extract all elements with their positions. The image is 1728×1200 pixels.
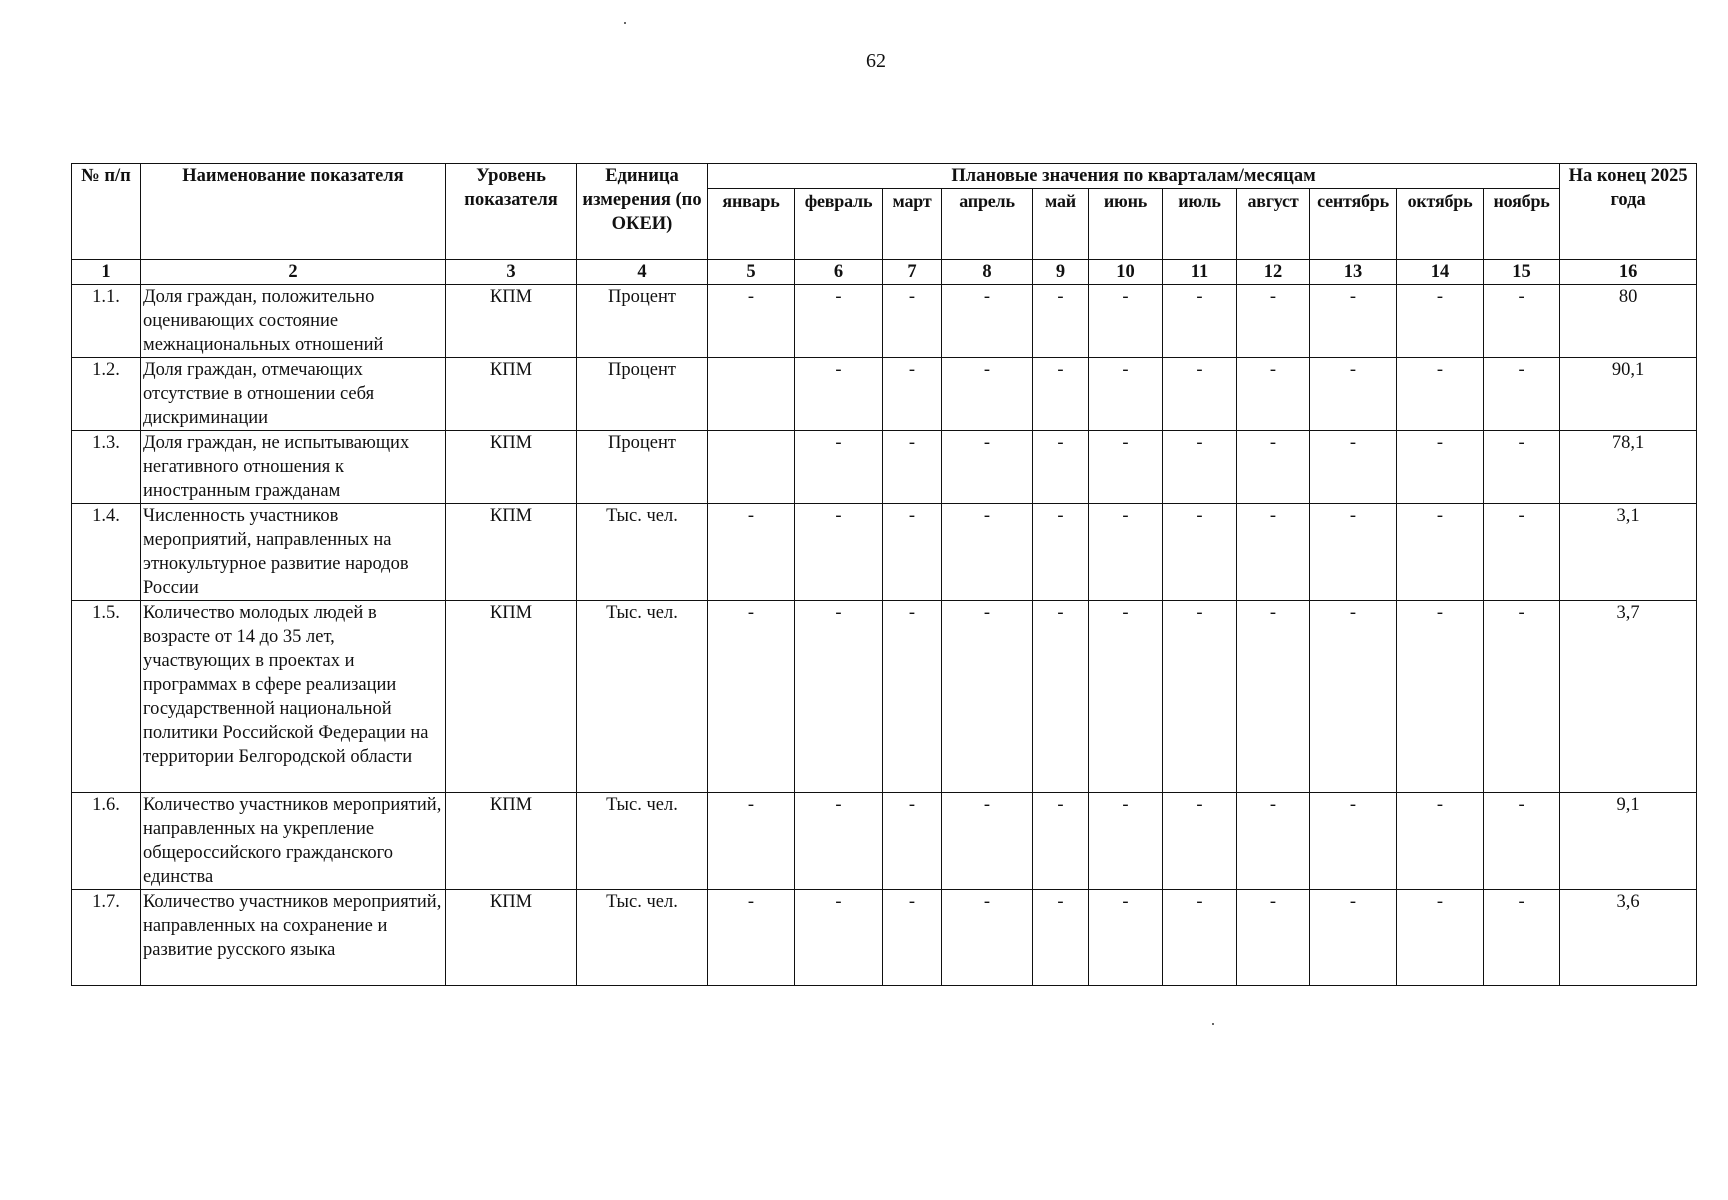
month-value: -: [1310, 504, 1397, 601]
unit-of-measure: Процент: [577, 285, 708, 358]
row-number: 1.5.: [72, 601, 141, 793]
month-value: -: [883, 504, 942, 601]
header-month-august: август: [1237, 189, 1310, 260]
month-value: -: [1033, 504, 1089, 601]
table-row: [72, 431, 1697, 504]
header-month-september: сентябрь: [1310, 189, 1397, 260]
month-value: -: [1163, 358, 1237, 431]
indicator-level: КПМ: [446, 431, 577, 504]
month-value: -: [1237, 793, 1310, 890]
month-value: -: [1397, 358, 1484, 431]
month-value: -: [1033, 601, 1089, 793]
column-number: 9: [1033, 260, 1089, 285]
month-value: -: [942, 358, 1033, 431]
month-value: -: [1089, 285, 1163, 358]
month-value: -: [1089, 358, 1163, 431]
month-value: -: [883, 890, 942, 986]
table-row: [72, 793, 1697, 890]
month-value: [708, 431, 795, 504]
end-of-year-value: 3,6: [1560, 890, 1697, 986]
unit-of-measure: Тыс. чел.: [577, 601, 708, 793]
row-number: 1.6.: [72, 793, 141, 890]
month-value: -: [1089, 431, 1163, 504]
indicator-name: Доля граждан, отмечающих отсутствие в отношении себя дискриминации: [141, 358, 446, 431]
month-value: -: [1237, 285, 1310, 358]
month-value: -: [1397, 890, 1484, 986]
column-number: 15: [1484, 260, 1560, 285]
month-value: -: [1310, 358, 1397, 431]
month-value: -: [1237, 890, 1310, 986]
month-value: -: [795, 793, 883, 890]
month-value: -: [942, 504, 1033, 601]
month-value: -: [795, 285, 883, 358]
end-of-year-value: 80: [1560, 285, 1697, 358]
header-unit: Единица измерения (по ОКЕИ): [577, 164, 708, 260]
month-value: -: [1484, 793, 1560, 890]
indicator-name: Количество молодых людей в возрасте от 14 до 35 лет, участвующих в проектах и программах в сфере реализации государственной национальной политики Российской Федерации на территории Белгородской области: [141, 601, 446, 793]
month-value: -: [1089, 601, 1163, 793]
column-number: 16: [1560, 260, 1697, 285]
month-value: -: [1089, 504, 1163, 601]
header-month-april: апрель: [942, 189, 1033, 260]
table-body: [72, 285, 1697, 986]
scan-speck: [1212, 1023, 1214, 1025]
month-value: -: [942, 601, 1033, 793]
month-value: -: [1033, 890, 1089, 986]
month-value: -: [795, 601, 883, 793]
header-level: Уровень показателя: [446, 164, 577, 260]
end-of-year-value: 78,1: [1560, 431, 1697, 504]
month-value: -: [883, 431, 942, 504]
column-number: 5: [708, 260, 795, 285]
indicator-level: КПМ: [446, 358, 577, 431]
month-value: -: [883, 601, 942, 793]
indicator-name: Количество участников мероприятий, направленных на сохранение и развитие русского языка: [141, 890, 446, 986]
header-row-1: [72, 164, 1697, 189]
end-of-year-value: 90,1: [1560, 358, 1697, 431]
month-value: -: [1484, 601, 1560, 793]
month-value: -: [1310, 793, 1397, 890]
end-of-year-value: 9,1: [1560, 793, 1697, 890]
header-month-may: май: [1033, 189, 1089, 260]
table-row: [72, 285, 1697, 358]
month-value: -: [883, 285, 942, 358]
month-value: -: [1484, 890, 1560, 986]
month-value: -: [1163, 431, 1237, 504]
column-number: 6: [795, 260, 883, 285]
month-value: -: [1033, 793, 1089, 890]
indicator-name: Количество участников мероприятий, направленных на укрепление общероссийского гражданского единства: [141, 793, 446, 890]
month-value: -: [1033, 358, 1089, 431]
header-month-july: июль: [1163, 189, 1237, 260]
month-value: -: [1089, 890, 1163, 986]
month-value: -: [1310, 285, 1397, 358]
month-value: -: [1397, 431, 1484, 504]
page-number: 62: [866, 50, 886, 72]
indicator-level: КПМ: [446, 890, 577, 986]
month-value: -: [1310, 601, 1397, 793]
month-value: -: [942, 431, 1033, 504]
unit-of-measure: Тыс. чел.: [577, 890, 708, 986]
indicator-level: КПМ: [446, 285, 577, 358]
month-value: -: [1237, 504, 1310, 601]
end-of-year-value: 3,7: [1560, 601, 1697, 793]
month-value: -: [883, 358, 942, 431]
column-number: 12: [1237, 260, 1310, 285]
month-value: -: [795, 358, 883, 431]
row-number: 1.2.: [72, 358, 141, 431]
month-value: -: [1163, 890, 1237, 986]
month-value: -: [1484, 504, 1560, 601]
header-end-of-year: На конец 2025 года: [1560, 164, 1697, 260]
month-value: -: [1310, 431, 1397, 504]
unit-of-measure: Процент: [577, 431, 708, 504]
scan-speck: [624, 22, 626, 24]
column-number: 1: [72, 260, 141, 285]
month-value: -: [795, 504, 883, 601]
indicator-level: КПМ: [446, 793, 577, 890]
column-number: 7: [883, 260, 942, 285]
unit-of-measure: Тыс. чел.: [577, 504, 708, 601]
month-value: [708, 358, 795, 431]
month-value: -: [883, 793, 942, 890]
header-month-june: июнь: [1089, 189, 1163, 260]
month-value: -: [708, 601, 795, 793]
month-value: -: [942, 285, 1033, 358]
column-number: 13: [1310, 260, 1397, 285]
month-value: -: [1484, 358, 1560, 431]
row-number: 1.4.: [72, 504, 141, 601]
month-value: -: [1237, 358, 1310, 431]
column-number: 8: [942, 260, 1033, 285]
column-number: 4: [577, 260, 708, 285]
month-value: -: [708, 793, 795, 890]
month-value: -: [795, 890, 883, 986]
end-of-year-value: 3,1: [1560, 504, 1697, 601]
indicator-level: КПМ: [446, 504, 577, 601]
indicator-level: КПМ: [446, 601, 577, 793]
month-value: -: [795, 431, 883, 504]
month-value: -: [1397, 601, 1484, 793]
month-value: -: [1033, 431, 1089, 504]
month-value: -: [942, 793, 1033, 890]
table-row: [72, 358, 1697, 431]
header-month-january: январь: [708, 189, 795, 260]
header-month-november: ноябрь: [1484, 189, 1560, 260]
month-value: -: [708, 504, 795, 601]
header-planned: Плановые значения по кварталам/месяцам: [708, 164, 1560, 189]
month-value: -: [1397, 504, 1484, 601]
month-value: -: [1237, 431, 1310, 504]
header-month-october: октябрь: [1397, 189, 1484, 260]
table-row: [72, 601, 1697, 793]
month-value: -: [1484, 431, 1560, 504]
month-value: -: [942, 890, 1033, 986]
header-num: № п/п: [72, 164, 141, 260]
unit-of-measure: Тыс. чел.: [577, 793, 708, 890]
month-value: -: [1484, 285, 1560, 358]
month-value: -: [1163, 601, 1237, 793]
column-number: 11: [1163, 260, 1237, 285]
unit-of-measure: Процент: [577, 358, 708, 431]
column-number: 3: [446, 260, 577, 285]
month-value: -: [708, 285, 795, 358]
header-month-february: февраль: [795, 189, 883, 260]
month-value: -: [1310, 890, 1397, 986]
header-month-march: март: [883, 189, 942, 260]
column-number: 2: [141, 260, 446, 285]
row-number: 1.3.: [72, 431, 141, 504]
month-value: -: [1397, 793, 1484, 890]
indicator-name: Численность участников мероприятий, направленных на этнокультурное развитие народов России: [141, 504, 446, 601]
header-name: Наименование показателя: [141, 164, 446, 260]
month-value: -: [1089, 793, 1163, 890]
column-number: 14: [1397, 260, 1484, 285]
table-row: [72, 504, 1697, 601]
table-row: [72, 890, 1697, 986]
indicator-name: Доля граждан, положительно оценивающих состояние межнациональных отношений: [141, 285, 446, 358]
month-value: -: [1163, 285, 1237, 358]
indicator-name: Доля граждан, не испытывающих негативного отношения к иностранным гражданам: [141, 431, 446, 504]
indicators-table: [71, 163, 1697, 986]
month-value: -: [1397, 285, 1484, 358]
month-value: -: [1237, 601, 1310, 793]
month-value: -: [708, 890, 795, 986]
row-number: 1.1.: [72, 285, 141, 358]
row-number: 1.7.: [72, 890, 141, 986]
column-number: 10: [1089, 260, 1163, 285]
month-value: -: [1033, 285, 1089, 358]
column-number-row: [72, 260, 1697, 285]
month-value: -: [1163, 504, 1237, 601]
month-value: -: [1163, 793, 1237, 890]
